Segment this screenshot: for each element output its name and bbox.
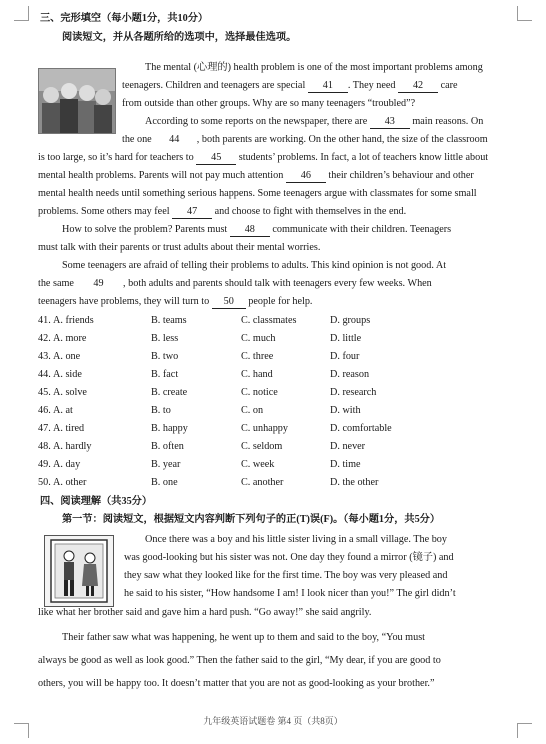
blank-48: 48 xyxy=(230,223,270,237)
section-3-instruction: 阅读短文，并从各题所给的选项中，选择最佳选项。 xyxy=(62,32,297,43)
blank-49: 49 xyxy=(93,278,104,289)
story-line-2: was good-looking but his sister was not. One day they found a mirror (镜子) and xyxy=(124,552,454,563)
blank-44: 44 xyxy=(169,134,180,145)
blank-47: 47 xyxy=(172,205,212,219)
exam-page: 三、完形填空（每小题1分，共10分） 阅读短文，并从各题所给的选项中，选择最佳选项。 The mental (心理的) health problem is one of the most important problems among teenagers. Children and teenagers are special 41 . They need 42 care from outside than other groups. Why are so many teenagers “troubled”? According to some reports on the newspaper, there are 43 main reasons. On the one 44 , both parents are working. On the other hand, the size of the classroom is too large, so it’s hard for teachers to 45 students’ problems. In fact, a lot of teachers know little about mental health problems. Parents will not pay much attention 46 their children’s behaviour and other mental health needs until something serious happens. Some teenagers argue with classmates for some small problems. Some others may feel 47 and choose to fight with themselves in the end. How to solve the problem? Parents must 48 communicate with their children. Teenagers must talk with their parents or trust adults about their mental worries. Some teenagers are afraid of telling their problems to adults. This kind opinion is not good. At the same 49 , both adults and parents should talk with teenagers every few weeks. When teenagers have problems, they will turn to 50 people for help. 41. A. friends B. teams C. classmates D. groups 42. A. more B. less C. much D. little 43. A. one B. two C. three D. four 44. A. side B. fact C. hand D. reason 45. A. solve B. create C. notice D. research 46. A. at B. to C. on D. with 47. A. tired B. happy C. unhappy D. comfortable 48. A. hardly B. often C. seldom D. never 49. A. day B. year C. week D. time 50. A. other B. one C. another D. the other 四、阅读理解（共35分） 第一节：阅读短文，根据短文内容判断下列句子的正(T)误(F)。（每小题1分，共5分） Once there was a boy and his little sister living in a small village. The boy was good-looking but his sister was not. One day they found a mirror (镜子) and they saw what they looked like for the first time. The boy was very pleased and he said to his sister, “How handsome I am! I look nicer than you!” The girl didn’t like what her brother said and gave him a hard push. “Go away!” she said angrily. Their father saw what was happening, he went up to them and said to the boy, “You must always be good as well as look good.” Then the father said to the girl, “My dear, if you are good to others, you will be happy too. It doesn’t matter that you are not as good-looking as your brother.” 九年级英语试题卷 第4 页（共8页） xyxy=(0,0,546,744)
children-photo-image xyxy=(39,69,115,133)
mirror-illustration-image xyxy=(45,536,113,606)
story-line-7: always be good as well as look good.” Then the father said to the girl, “My dear, if you are good to xyxy=(38,655,441,666)
passage-line-9: problems. Some others may feel 47 and choose to fight with themselves in the end. xyxy=(38,206,407,217)
story-line-5: like what her brother said and gave him a hard push. “Go away!” she said angrily. xyxy=(38,607,372,618)
passage-line-14: teenagers have problems, they will turn to 50 people for help. xyxy=(38,296,313,307)
story-line-1: Once there was a boy and his little sister living in a small village. The boy xyxy=(145,534,447,545)
blank-50: 50 xyxy=(212,295,246,309)
blank-46: 46 xyxy=(286,169,326,183)
story-line-6: Their father saw what was happening, he went up to them and said to the boy, “You must xyxy=(62,632,425,643)
story-line-3: they saw what they looked like for the first time. The boy was very pleased and xyxy=(124,570,448,581)
passage-line-12: Some teenagers are afraid of telling their problems to adults. This kind opinion is not good. At xyxy=(62,260,447,271)
section-4-heading: 四、阅读理解（共35分） xyxy=(40,496,153,507)
passage-line-7: mental health problems. Parents will not pay much attention 46 their children’s behaviour and other xyxy=(38,170,474,181)
blank-41: 41 xyxy=(308,79,348,93)
section-3-heading: 三、完形填空（每小题1分，共10分） xyxy=(40,13,209,24)
passage-line-1: The mental (心理的) health problem is one of the most important problems among xyxy=(145,62,483,73)
children-photo xyxy=(38,68,116,134)
passage-line-8: mental health needs until something serious happens. Some teenagers argue with classmates for some small xyxy=(38,188,477,199)
story-line-8: others, you will be happy too. It doesn’t matter that you are not as good-looking as your brother.” xyxy=(38,678,435,689)
passage-line-5: the one 44 , both parents are working. On the other hand, the size of the classroom xyxy=(122,134,488,145)
crop-mark-top-right xyxy=(517,6,532,21)
passage-line-4: According to some reports on the newspaper, there are 43 main reasons. On xyxy=(145,116,484,127)
blank-45: 45 xyxy=(196,151,236,165)
blank-43: 43 xyxy=(370,115,410,129)
passage-line-2: teenagers. Children and teenagers are special 41 . They need 42 care xyxy=(122,80,458,91)
section-4-part1-instruction: 第一节：阅读短文，根据短文内容判断下列句子的正(T)误(F)。（每小题1分，共5分） xyxy=(62,514,441,525)
passage-line-3: from outside than other groups. Why are so many teenagers “troubled”? xyxy=(122,98,416,109)
mirror-illustration xyxy=(44,535,114,607)
crop-mark-top-left xyxy=(14,6,29,21)
blank-42: 42 xyxy=(398,79,438,93)
passage-line-10: How to solve the problem? Parents must 48 communicate with their children. Teenagers xyxy=(62,224,452,235)
passage-line-11: must talk with their parents or trust adults about their mental worries. xyxy=(38,242,321,253)
story-line-4: he said to his sister, “How handsome I am! I look nicer than you!” The girl didn’t xyxy=(124,588,456,599)
passage-line-13: the same 49 , both adults and parents should talk with teenagers every few weeks. When xyxy=(38,278,432,289)
page-footer: 九年级英语试题卷 第4 页（共8页） xyxy=(203,716,343,726)
passage-line-6: is too large, so it’s hard for teachers to 45 students’ problems. In fact, a lot of teachers know little about xyxy=(38,152,489,163)
